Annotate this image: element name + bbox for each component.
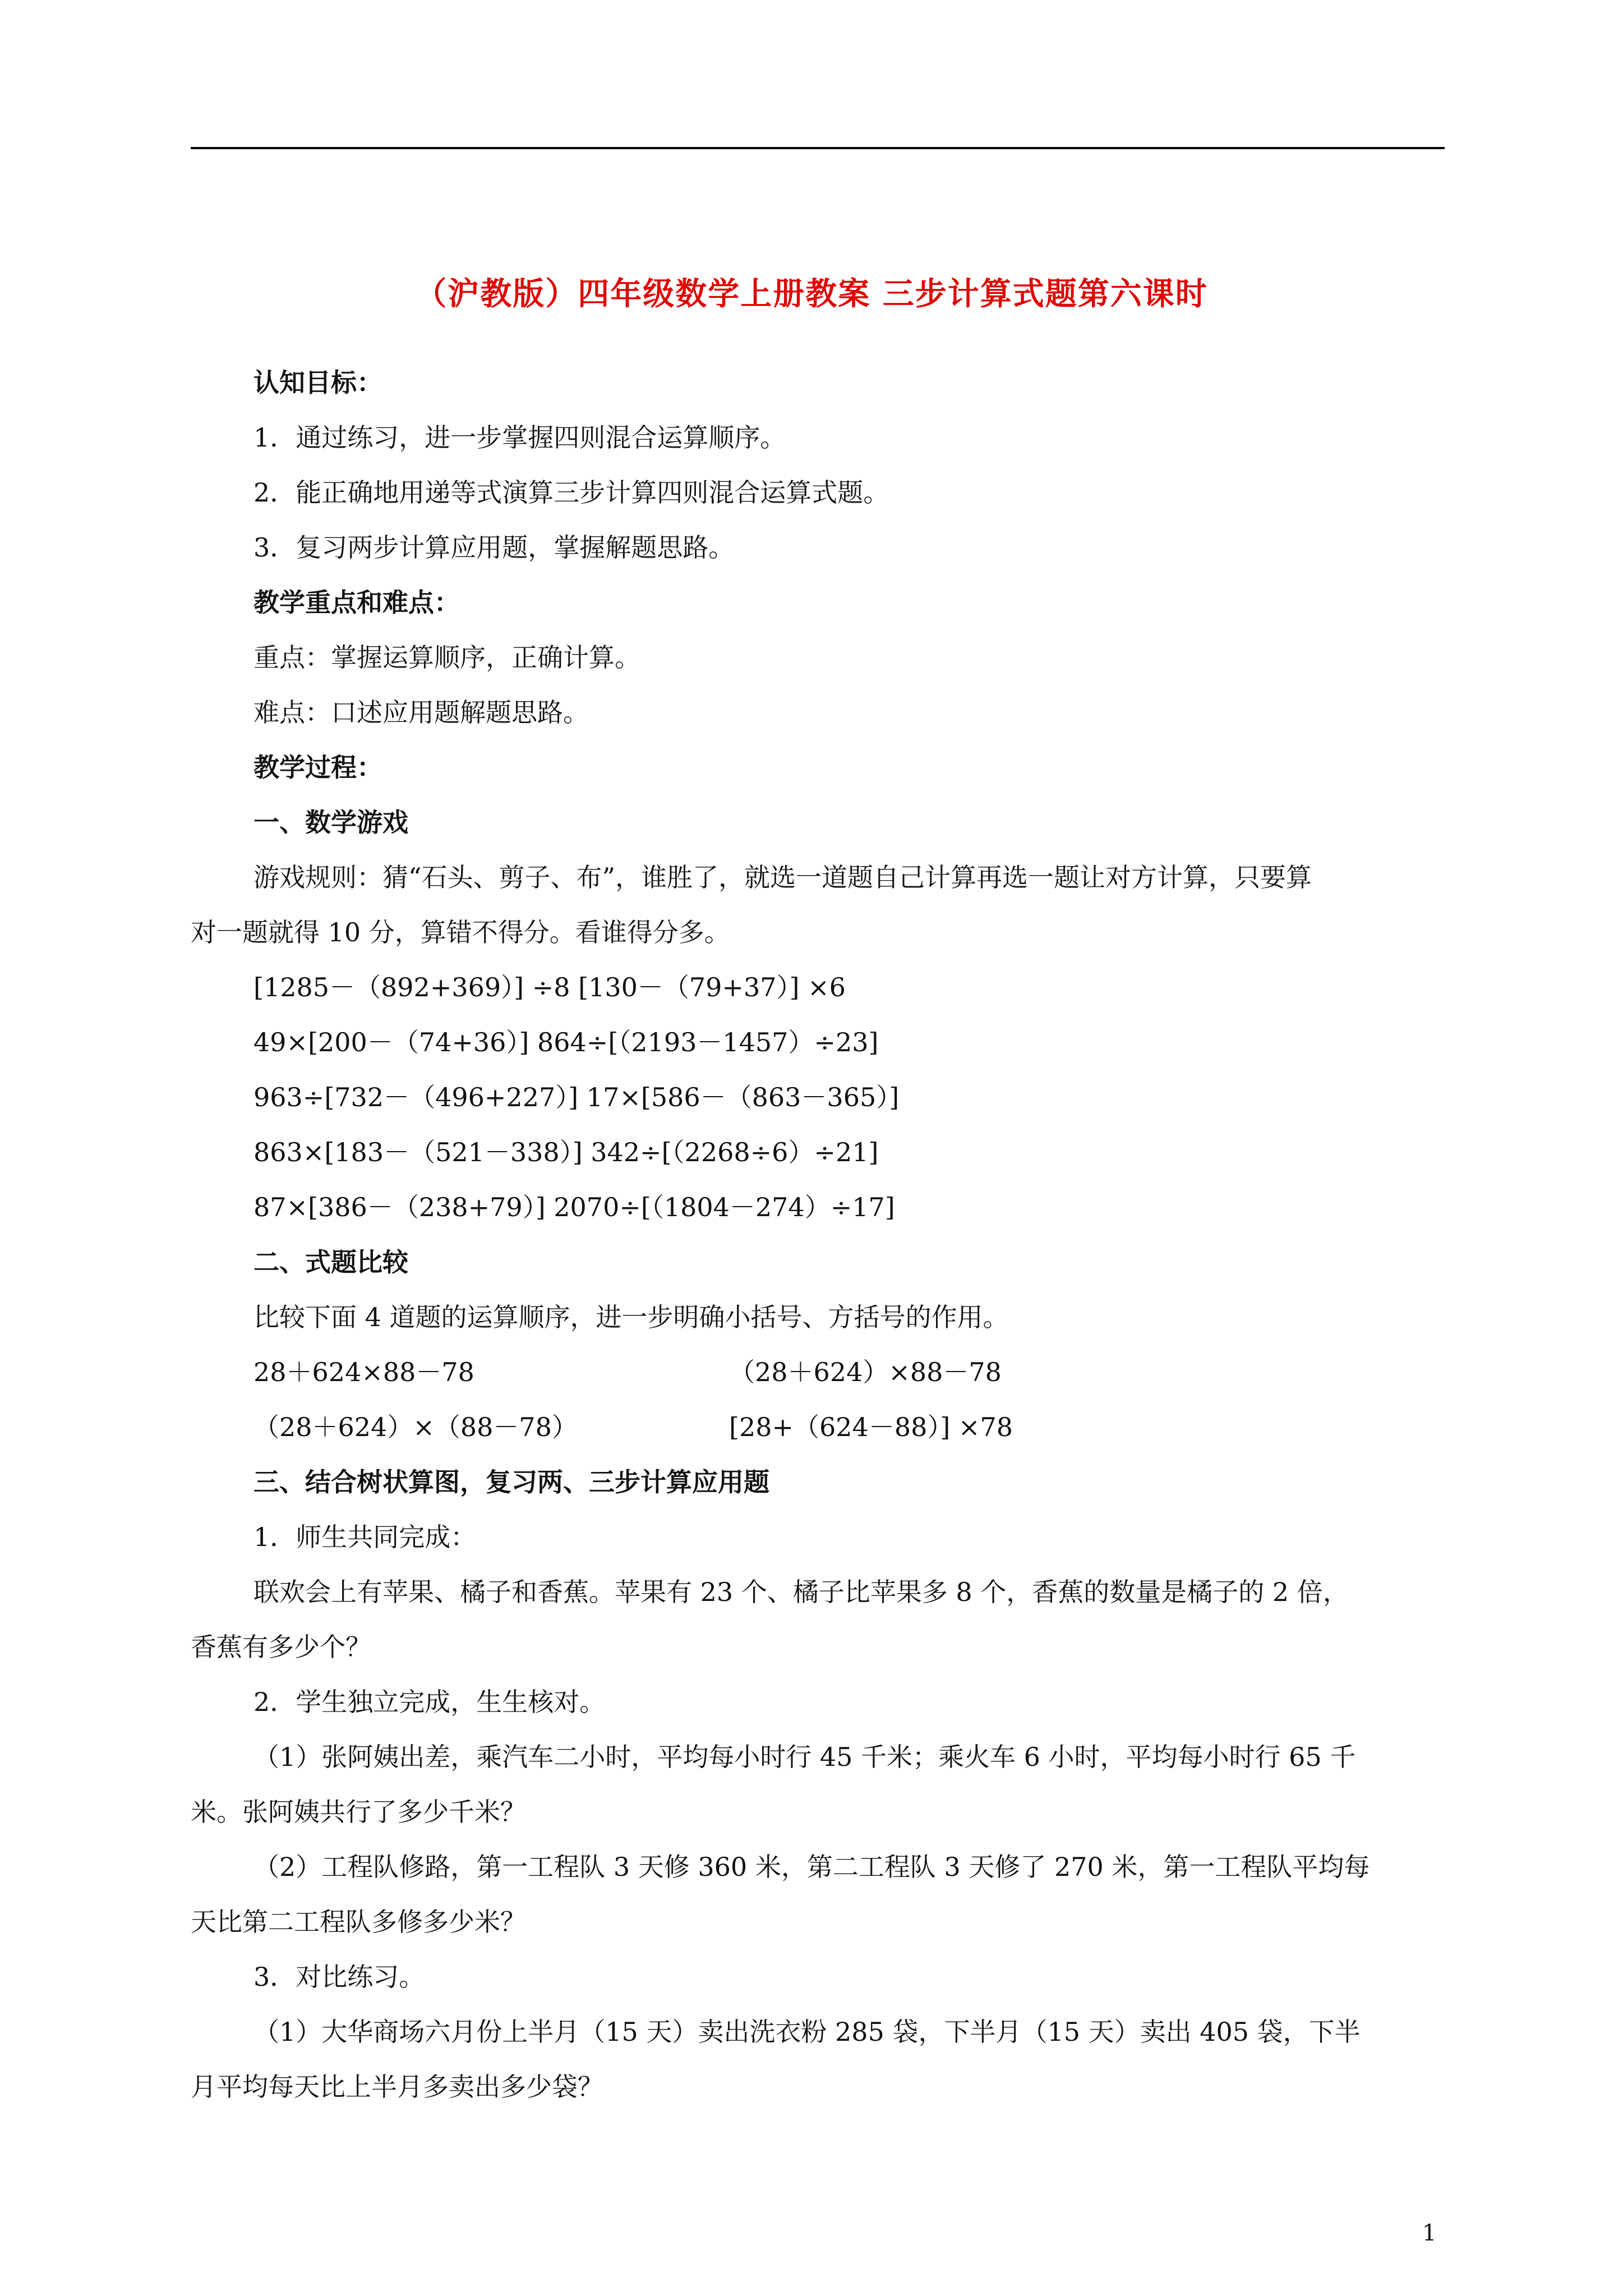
exercise-line: 87×[386－（238+79）] 2070÷[（1804－274）÷17] [253, 1192, 895, 1222]
difficult-point: 难点：口述应用题解题思路。 [253, 697, 589, 728]
comparison-expression: 28＋624×88－78 [253, 1357, 474, 1387]
exercise-line: 49×[200－（74+36）] 864÷[（2193－1457）÷23] [253, 1027, 879, 1057]
page-number: 1 [1422, 2220, 1437, 2246]
problem-text: 月平均每天比上半月多卖出多少袋？ [191, 2072, 603, 2102]
page-title: （沪教版）四年级数学上册教案 三步计算式题第六课时 [415, 275, 1208, 312]
section-heading: 二、式题比较 [253, 1247, 408, 1277]
problem-text: 天比第二工程队多修多少米？ [191, 1907, 526, 1937]
comparison-intro: 比较下面 4 道题的运算顺序，进一步明确小括号、方括号的作用。 [253, 1302, 1009, 1332]
problem-text: 联欢会上有苹果、橘子和香蕉。苹果有 23 个、橘子比苹果多 8 个，香蕉的数量是橘子的 2 倍， [253, 1577, 1349, 1607]
exercise-line: [1285－（892+369）] ÷8 [130－（79+37）] ×6 [253, 972, 846, 1002]
section-heading: 一、数学游戏 [253, 807, 408, 838]
problem-text: 香蕉有多少个？ [191, 1632, 371, 1662]
comparison-expression: [28+（624－88）] ×78 [729, 1412, 1013, 1442]
exercise-line: 963÷[732－（496+227）] 17×[586－（863－365）] [253, 1082, 900, 1112]
important-point: 重点：掌握运算顺序，正确计算。 [253, 642, 640, 673]
exercise-line: 863×[183－（521－338）] 342÷[（2268÷6）÷21] [253, 1137, 879, 1167]
header-rule [191, 147, 1445, 149]
part-label: 1．师生共同完成： [253, 1522, 477, 1552]
comparison-expression: （28＋624）×（88－78） [253, 1412, 578, 1442]
section-heading: 三、结合树状算图，复习两、三步计算应用题 [253, 1467, 769, 1497]
objective-item: 1．通过练习，进一步掌握四则混合运算顺序。 [253, 422, 786, 453]
problem-text: （2）工程队修路，第一工程队 3 天修 360 米，第二工程队 3 天修了 270 米，第一工程队平均每 [253, 1852, 1370, 1882]
part-label: 2．学生独立完成，生生核对。 [253, 1687, 606, 1717]
objective-item: 2．能正确地用递等式演算三步计算四则混合运算式题。 [253, 477, 889, 508]
game-rule-line: 对一题就得 10 分，算错不得分。看谁得分多。 [191, 917, 730, 947]
key-points-heading: 教学重点和难点： [253, 587, 460, 618]
comparison-expression: （28＋624）×88－78 [729, 1357, 1002, 1387]
process-heading: 教学过程： [253, 752, 382, 783]
objectives-heading: 认知目标： [253, 367, 382, 398]
part-label: 3．对比练习。 [253, 1962, 425, 1992]
objective-item: 3．复习两步计算应用题，掌握解题思路。 [253, 532, 735, 563]
problem-text: 米。张阿姨共行了多少千米？ [191, 1797, 526, 1827]
game-rule-line: 游戏规则：猜“石头、剪子、布”，谁胜了，就选一道题自己计算再选一题让对方计算，只要算 [253, 862, 1312, 892]
problem-text: （1）大华商场六月份上半月（15 天）卖出洗衣粉 285 袋，下半月（15 天）卖出 405 袋，下半 [253, 2017, 1361, 2047]
problem-text: （1）张阿姨出差，乘汽车二小时，平均每小时行 45 千米；乘火车 6 小时，平均每小时行 65 千 [253, 1742, 1356, 1772]
